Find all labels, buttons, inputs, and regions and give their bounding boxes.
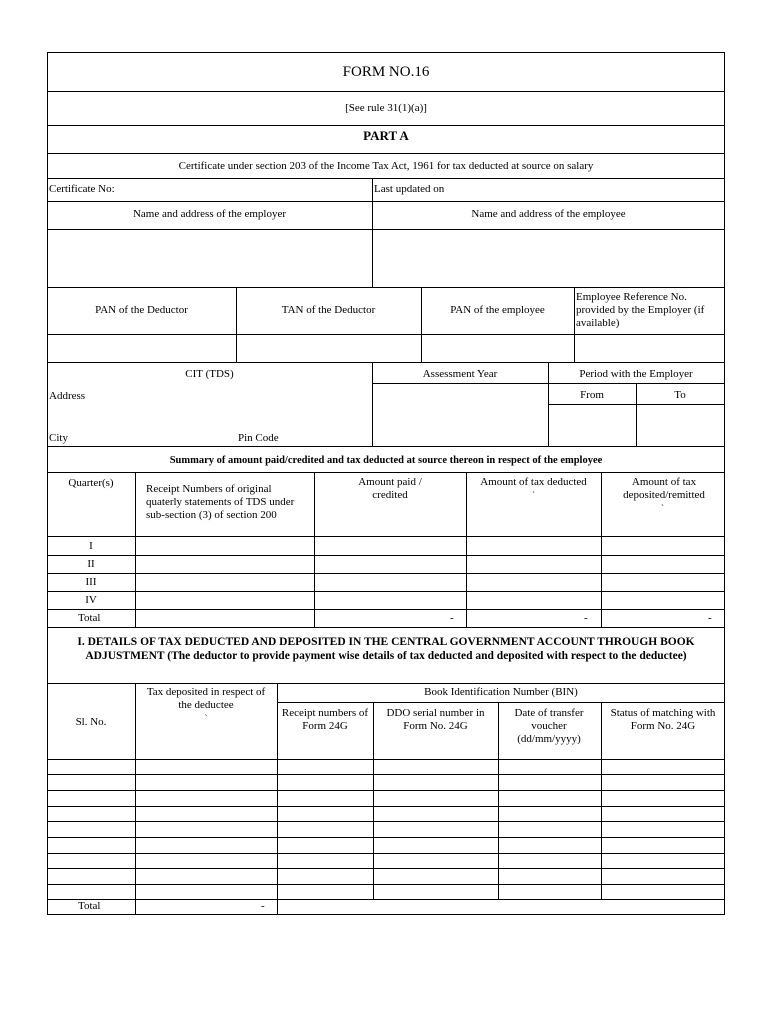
tax-deducted-mark: ` bbox=[532, 490, 535, 500]
last-updated-label: Last updated on bbox=[374, 183, 445, 195]
sl-no-header: Sl. No. bbox=[75, 716, 107, 728]
part-a-heading: PART A bbox=[363, 128, 409, 143]
tax-deposited-header: Amount of tax deposited/remitted bbox=[623, 476, 705, 501]
assessment-year-label: Assessment Year bbox=[422, 368, 498, 380]
employee-reference-label: Employee Reference No. provided by the Employer (if available) bbox=[576, 291, 705, 329]
summary-total-label: Total bbox=[78, 612, 101, 624]
receipt-numbers-header: Receipt Numbers of original quaterly statements of TDS under sub-section (3) of section 200 bbox=[146, 483, 295, 521]
city-label: City bbox=[49, 432, 68, 444]
receipt-24g-header: Receipt numbers of Form 24G bbox=[281, 707, 369, 732]
ddo-serial-header: DDO serial number in Form No. 24G bbox=[386, 707, 485, 732]
form-title: FORM NO.16 bbox=[342, 64, 430, 80]
certificate-no-label: Certificate No: bbox=[49, 183, 115, 195]
section-one-total-label: Total bbox=[78, 900, 101, 912]
rule-reference: [See rule 31(1)(a)] bbox=[345, 102, 427, 114]
summary-total-deposited: - bbox=[708, 612, 712, 624]
from-label: From bbox=[580, 389, 604, 401]
pan-employee-label: PAN of the employee bbox=[450, 304, 545, 316]
summary-total-amount: - bbox=[450, 612, 454, 624]
pan-deductor-label: PAN of the Deductor bbox=[95, 304, 188, 316]
pin-code-label: Pin Code bbox=[238, 432, 279, 444]
tax-deposited-mark: ` bbox=[661, 503, 664, 513]
tax-deducted-header: Amount of tax deducted bbox=[480, 476, 587, 488]
certificate-description: Certificate under section 203 of the Income Tax Act, 1961 for tax deducted at source on salary bbox=[178, 160, 594, 172]
to-label: To bbox=[674, 389, 686, 401]
tax-deposited-deductee-mark: ` bbox=[204, 713, 208, 723]
tax-deposited-deductee-header: Tax deposited in respect of the deductee bbox=[146, 686, 266, 711]
quarter-ii: II bbox=[87, 558, 95, 570]
bin-header: Book Identification Number (BIN) bbox=[424, 686, 578, 698]
date-transfer-header: Date of transfer voucher (dd/mm/yyyy) bbox=[514, 707, 584, 745]
period-label: Period with the Employer bbox=[579, 368, 693, 380]
address-label: Address bbox=[49, 390, 86, 402]
amount-paid-header: Amount paid / credited bbox=[358, 476, 422, 501]
quarter-iv: IV bbox=[85, 594, 97, 606]
quarter-iii: III bbox=[85, 576, 97, 588]
employer-label: Name and address of the employer bbox=[132, 208, 287, 220]
employee-label: Name and address of the employee bbox=[471, 208, 626, 220]
quarter-i: I bbox=[89, 540, 93, 552]
quarter-header: Quarter(s) bbox=[68, 477, 114, 489]
status-matching-header: Status of matching with Form No. 24G bbox=[610, 707, 716, 732]
cit-tds-label: CIT (TDS) bbox=[185, 368, 234, 380]
tan-deductor-label: TAN of the Deductor bbox=[281, 304, 376, 316]
summary-title: Summary of amount paid/credited and tax deducted at source thereon in respect of the employee bbox=[169, 455, 603, 466]
section-one-total-value: - bbox=[261, 900, 265, 912]
summary-total-deducted: - bbox=[584, 612, 588, 624]
section-one-title: I. DETAILS OF TAX DEDUCTED AND DEPOSITED IN THE CENTRAL GOVERNMENT ACCOUNT THROUGH BOOK ADJUSTMENT (The deductor to provide payment wise details of tax deducted and deposited with respect to the deductee) bbox=[77, 636, 695, 662]
